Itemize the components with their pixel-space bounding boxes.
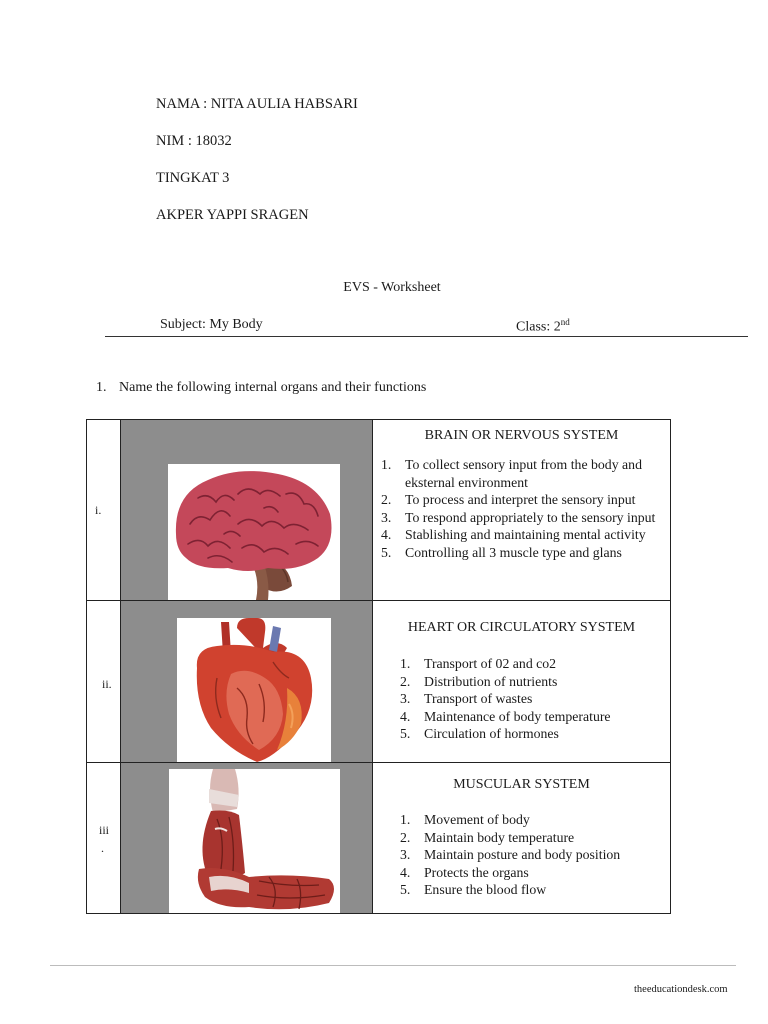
system-title: BRAIN OR NERVOUS SYSTEM — [424, 428, 619, 443]
picture-cell — [121, 601, 373, 763]
item-number: 1. — [381, 457, 392, 472]
item-text: Ensure the blood flow — [424, 882, 547, 898]
item-text: Controlling all 3 muscle type and glans — [405, 544, 622, 560]
list-item — [400, 655, 660, 673]
item-number: 1. — [400, 656, 411, 671]
question-number: 1. — [96, 380, 107, 395]
item-number: 5. — [400, 882, 411, 898]
question-text: Name the following internal organs and their functions — [119, 380, 427, 395]
item-text: Movement of body — [424, 812, 530, 827]
item-text: Transport of wastes — [424, 691, 533, 707]
description-cell — [373, 763, 671, 914]
list-item — [381, 526, 661, 544]
table-row — [87, 420, 671, 601]
item-text: Stablishing and maintaining mental activity — [405, 527, 646, 543]
footer-site-link[interactable]: theeducationdesk.com — [634, 984, 728, 995]
row-roman: iii — [99, 823, 110, 837]
student-nim: NIM : 18032 — [156, 133, 232, 149]
item-number: 4. — [400, 864, 411, 880]
student-level: TINGKAT 3 — [156, 170, 230, 186]
item-text: Transport of 02 and co2 — [424, 656, 557, 671]
list-item — [381, 491, 661, 509]
list-item — [400, 725, 660, 743]
list-item — [400, 673, 660, 691]
row-number-cell — [87, 420, 121, 601]
table-row — [87, 601, 671, 763]
student-name: NAMA : NITA AULIA HABSARI — [156, 96, 358, 112]
brain-icon — [168, 464, 340, 600]
item-number: 1. — [400, 812, 411, 827]
item-text: To respond appropriately to the sensory input — [405, 509, 656, 525]
list-item — [400, 708, 660, 726]
item-number: 4. — [400, 708, 411, 724]
row-roman-tail: . — [101, 841, 104, 855]
item-text: To collect sensory input from the body and eksternal environment — [405, 457, 642, 490]
list-item — [400, 881, 660, 899]
table-row — [87, 763, 671, 914]
system-title: HEART OR CIRCULATORY SYSTEM — [407, 620, 636, 635]
footer-divider — [50, 965, 736, 966]
item-number: 5. — [400, 726, 411, 742]
description-cell — [373, 601, 671, 763]
subject-label: Subject: My Body — [160, 317, 263, 332]
brain-illustration — [168, 464, 340, 600]
list-item — [400, 846, 660, 864]
item-number: 2. — [400, 829, 411, 845]
system-title: MUSCULAR SYSTEM — [453, 777, 590, 792]
list-item — [400, 811, 660, 829]
row-roman: ii. — [102, 677, 112, 691]
class-text: Class: 2 — [516, 319, 561, 335]
question-1 — [96, 380, 426, 396]
class-label — [516, 317, 570, 336]
function-list — [400, 811, 660, 899]
muscle-arm-icon — [169, 769, 340, 914]
item-number: 2. — [400, 673, 411, 689]
list-item — [381, 544, 661, 562]
heart-icon — [177, 618, 331, 762]
item-number: 3. — [400, 847, 411, 863]
item-text: Distribution of nutrients — [424, 673, 558, 689]
item-text: Maintenance of body temperature — [424, 708, 611, 724]
picture-cell — [121, 763, 373, 914]
function-list — [381, 456, 661, 562]
school-name: AKPER YAPPI SRAGEN — [156, 207, 309, 223]
item-text: To process and interpret the sensory input — [405, 492, 636, 508]
description-cell — [373, 420, 671, 601]
function-list — [400, 655, 660, 743]
picture-cell — [121, 420, 373, 601]
list-item — [400, 864, 660, 882]
item-text: Maintain body temperature — [424, 829, 575, 845]
list-item — [400, 829, 660, 847]
list-item — [381, 456, 661, 491]
item-number: 4. — [381, 527, 392, 543]
organs-table — [86, 419, 671, 914]
row-number-cell — [87, 763, 121, 914]
list-item — [381, 509, 661, 527]
item-text: Protects the organs — [424, 864, 529, 880]
item-text: Maintain posture and body position — [424, 847, 621, 863]
item-number: 5. — [381, 544, 392, 560]
item-number: 2. — [381, 492, 392, 508]
arm-muscle-illustration — [169, 769, 340, 914]
row-roman: i. — [95, 503, 102, 517]
list-item — [400, 690, 660, 708]
item-text: Circulation of hormones — [424, 726, 559, 742]
heart-illustration — [177, 618, 331, 762]
worksheet-title: EVS - Worksheet — [343, 280, 441, 295]
row-number-cell — [87, 601, 121, 763]
header-divider — [105, 336, 748, 337]
class-superscript: nd — [560, 317, 570, 327]
item-number: 3. — [381, 509, 392, 525]
item-number: 3. — [400, 691, 411, 707]
